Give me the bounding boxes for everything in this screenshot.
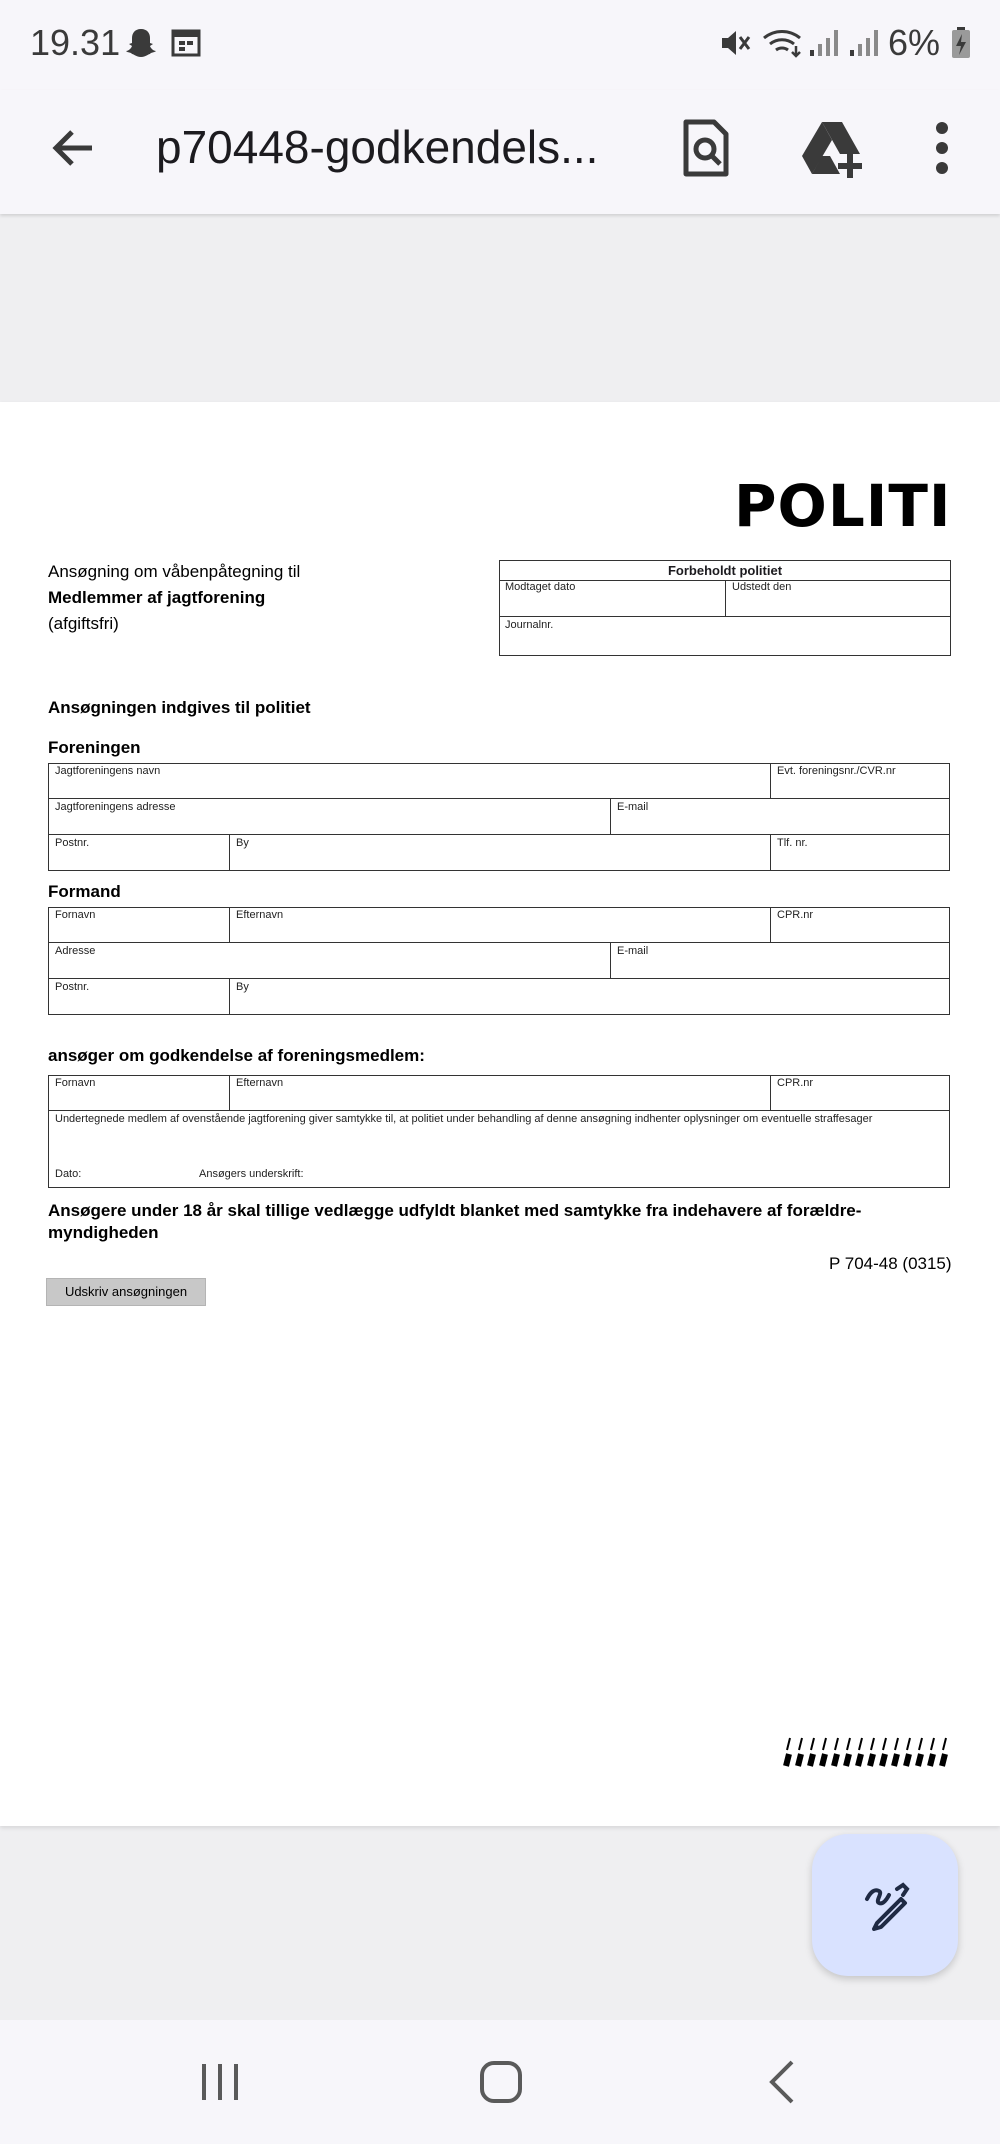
back-icon[interactable]	[758, 2058, 808, 2111]
signal-icon	[808, 26, 838, 65]
home-icon[interactable]	[476, 2058, 526, 2111]
wifi-icon	[762, 26, 806, 65]
association-cvr-field[interactable]: Evt. foreningsnr./CVR.nr	[777, 765, 896, 777]
received-date-label: Modtaget dato	[505, 581, 576, 593]
chairman-table	[48, 907, 950, 1015]
form-number: P 704-48 (0315)	[829, 1254, 952, 1273]
association-name-field[interactable]: Jagtforeningens navn	[55, 765, 161, 777]
association-phone-field[interactable]: Tlf. nr.	[777, 837, 808, 849]
member-last-name-field[interactable]: Efternavn	[236, 1077, 284, 1089]
intro-line-2: Medlemmer af jagtforening	[48, 588, 266, 607]
chairman-last-name-field[interactable]: Efternavn	[236, 909, 284, 921]
association-city-field[interactable]: By	[236, 837, 249, 849]
arrow-back-icon[interactable]	[46, 120, 102, 176]
snapchat-icon	[124, 26, 158, 65]
association-postal-field[interactable]: Postnr.	[55, 837, 90, 849]
chairman-postal-field[interactable]: Postnr.	[55, 981, 90, 993]
search-document-icon[interactable]	[674, 116, 738, 180]
chairman-city-field[interactable]: By	[236, 981, 249, 993]
member-table	[48, 1075, 950, 1188]
chairman-cpr-field[interactable]: CPR.nr	[777, 909, 814, 921]
battery-percent: 6%	[888, 22, 941, 63]
issued-label: Udstedt den	[732, 581, 792, 593]
association-heading: Foreningen	[48, 738, 141, 757]
reserved-box-title: Forbeholdt politiet	[500, 561, 950, 581]
association-table	[48, 763, 950, 871]
add-to-drive-icon[interactable]	[800, 116, 864, 180]
politi-logo: POLITI	[734, 472, 952, 540]
signal-icon	[848, 26, 878, 65]
app-bar	[0, 90, 1000, 214]
chairman-heading: Formand	[48, 882, 121, 901]
print-application-button[interactable]: Udskriv ansøgningen	[46, 1278, 206, 1306]
intro-line-1: Ansøgning om våbenpåtegning til	[48, 562, 301, 581]
status-bar	[0, 0, 1000, 90]
calendar-icon	[170, 26, 202, 63]
member-cpr-field[interactable]: CPR.nr	[777, 1077, 814, 1089]
chairman-address-field[interactable]: Adresse	[55, 945, 96, 957]
navigation-bar	[0, 2020, 1000, 2144]
consent-text: Undertegnede medlem af ovenstående jagtforening giver samtykke til, at politiet under behandling af denne ansøgning indhenter oplysninger om eventuelle straffesager	[55, 1113, 873, 1125]
edit-pen-icon	[857, 1877, 913, 1933]
more-vert-icon[interactable]	[912, 116, 976, 180]
journal-label: Journalnr.	[505, 619, 554, 631]
mute-icon	[718, 26, 752, 65]
document-title: p70448-godkendels...	[156, 121, 599, 173]
submit-heading: Ansøgningen indgives til politiet	[48, 698, 311, 717]
police-reserved-box	[499, 560, 951, 656]
edit-fab-button[interactable]	[812, 1834, 958, 1976]
status-time: 19.31	[30, 22, 121, 63]
association-email-field[interactable]: E-mail	[617, 801, 649, 813]
association-address-field[interactable]: Jagtforeningens adresse	[55, 801, 176, 813]
chairman-email-field[interactable]: E-mail	[617, 945, 649, 957]
document-page[interactable]	[0, 402, 1000, 1826]
under-18-notice: Ansøgere under 18 år skal tillige vedlægge udfyldt blanket med samtykke fra indehavere af forældre-myndigheden	[48, 1201, 862, 1242]
member-first-name-field[interactable]: Fornavn	[55, 1077, 96, 1089]
signature-field[interactable]: Ansøgers underskrift:	[199, 1168, 304, 1180]
barcode-hatch-graphic	[783, 1736, 951, 1773]
recent-apps-icon[interactable]	[196, 2058, 246, 2111]
battery-charging-icon	[950, 26, 972, 65]
intro-line-3: (afgiftsfri)	[48, 614, 119, 633]
chairman-first-name-field[interactable]: Fornavn	[55, 909, 96, 921]
member-heading: ansøger om godkendelse af foreningsmedlem:	[48, 1046, 425, 1065]
date-field[interactable]: Dato:	[55, 1168, 82, 1180]
